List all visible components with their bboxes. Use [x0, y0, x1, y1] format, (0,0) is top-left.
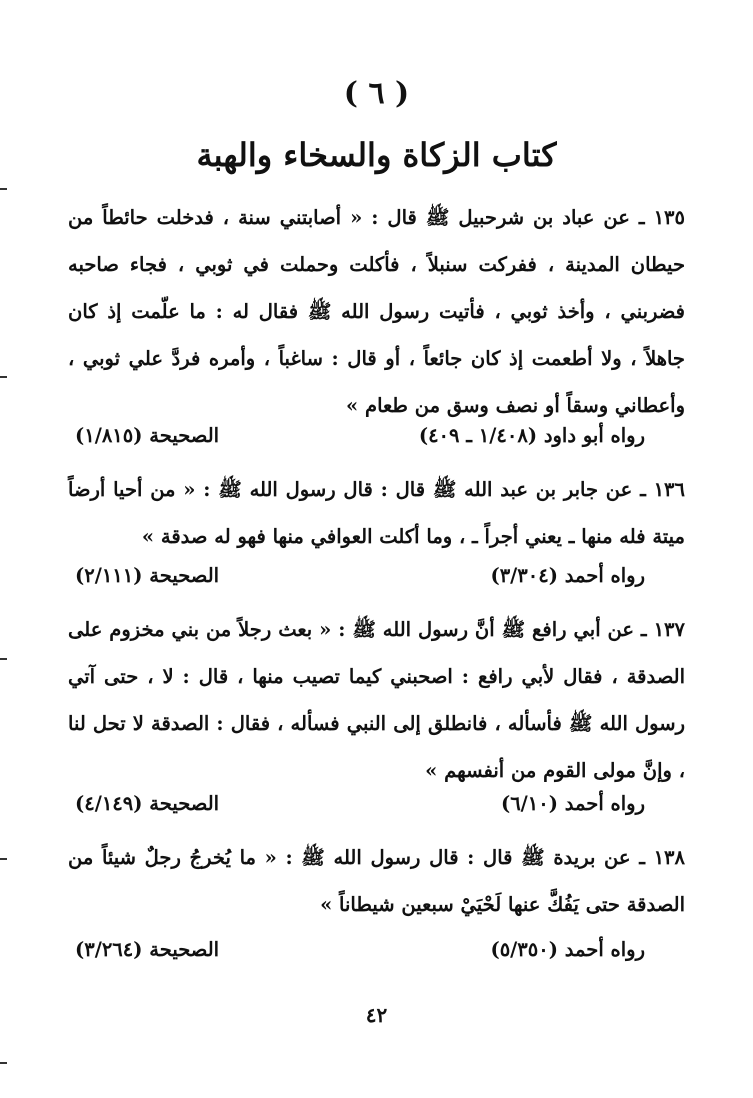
hadith-137-reference	[75, 786, 645, 822]
page-edge-mark	[0, 376, 7, 378]
hadith-137-source: رواه أحمد (٦/١٠)	[500, 792, 645, 815]
hadith-137-text: ١٣٧ ـ عن أبي رافع ﷺ أنَّ رسول الله ﷺ : « بعث رجلاً من بني مخزوم على الصدقة ، فقال لأبي رافع : اصحبني كيما تصيب منها ، قال : لا ، حتى آتي رسول الله ﷺ فأسأله ، فانطلق إلى النبي فسأله ، فقال : الصدقة لا تحل لنا ، وإنَّ مولى القوم من أنفسهم »	[68, 618, 685, 782]
chapter-number: ( ٦ )	[343, 76, 410, 111]
hadith-135-sahiha: الصحيحة (١/٨١٥)	[75, 424, 220, 447]
page-edge-mark	[0, 1062, 7, 1064]
hadith-138-text: ١٣٨ ـ عن بريدة ﷺ قال : قال رسول الله ﷺ : « ما يُخرجُ رجلٌ شيئاً من الصدقة حتى يَفُكَّ عنها لَحْيَيْ سبعين شيطاناً »	[68, 846, 685, 916]
hadith-136-text: ١٣٦ ـ عن جابر بن عبد الله ﷺ قال : قال رسول الله ﷺ : « من أحيا أرضاً ميتة فله منها ـ يعني أجراً ـ ، وما أكلت العوافي منها فهو له صدقة »	[68, 478, 685, 548]
hadith-138-source: رواه أحمد (٥/٣٥٠)	[490, 938, 645, 961]
hadith-135-reference	[75, 418, 645, 454]
hadith-136-source: رواه أحمد (٣/٣٠٤)	[490, 564, 645, 587]
chapter-title: كتاب الزكاة والسخاء والهبة	[196, 136, 557, 174]
hadith-138-reference	[75, 932, 645, 968]
hadith-136-reference	[75, 558, 645, 594]
page-edge-mark	[0, 858, 7, 860]
hadith-135-source: رواه أبو داود (١/٤٠٨ ـ ٤٠٩)	[418, 424, 645, 447]
hadith-137-sahiha: الصحيحة (٤/١٤٩)	[75, 792, 220, 815]
hadith-136-sahiha: الصحيحة (٢/١١١)	[75, 564, 220, 587]
page-edge-mark	[0, 188, 7, 190]
page-number: ٤٢	[365, 1003, 388, 1027]
hadith-135-text: ١٣٥ ـ عن عباد بن شرحبيل ﷺ قال : « أصابتني سنة ، فدخلت حائطاً من حيطان المدينة ، ففركت سنبلاً ، فأكلت وحملت في ثوبي ، فجاء صاحبه فضربني ، وأخذ ثوبي ، فأتيت رسول الله ﷺ فقال له : ما علّمت إذ كان جاهلاً ، ولا أطعمت إذ كان جائعاً ، أو قال : ساغباً ، وأمره فردَّ علي ثوبي ، وأعطاني وسقاً أو نصف وسق من طعام »	[68, 206, 685, 417]
page-edge-mark	[0, 658, 7, 660]
hadith-138-sahiha: الصحيحة (٣/٢٦٤)	[75, 938, 220, 961]
